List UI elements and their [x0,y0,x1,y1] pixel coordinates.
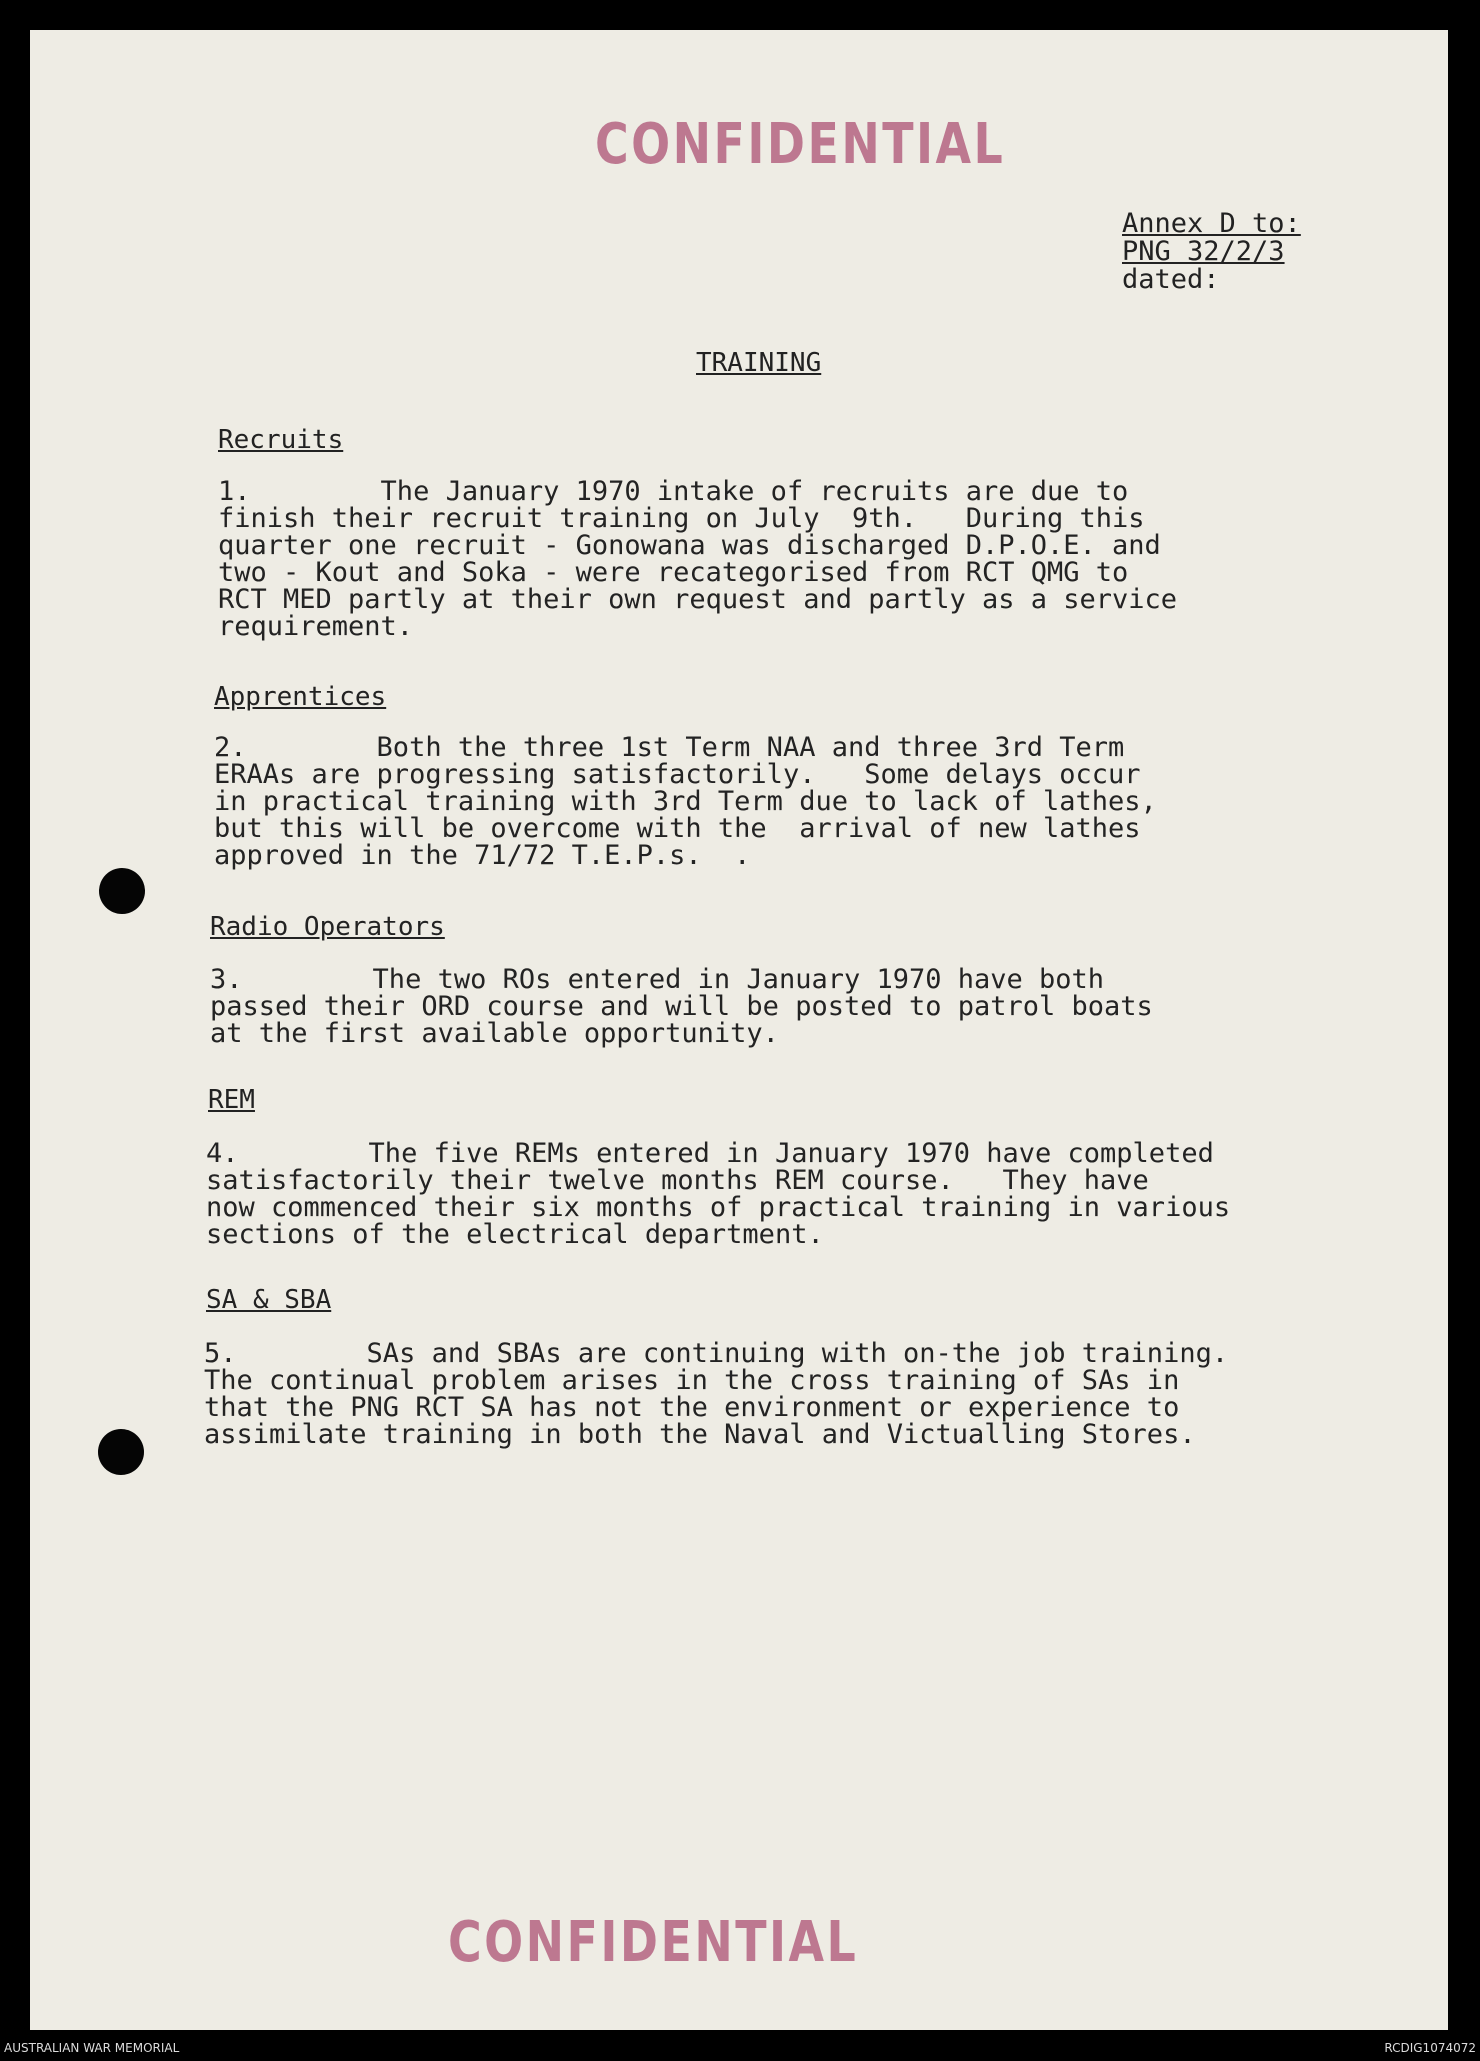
confidential-stamp-bottom: CONFIDENTIAL [448,1910,859,1975]
section-heading-radio-operators: Radio Operators [210,912,445,942]
document-page [30,30,1448,2030]
footer-record-id: RCDIG1074072 [1384,2041,1476,2055]
punch-hole-lower [98,1429,144,1475]
document-title: TRAINING [696,348,822,378]
confidential-stamp-top: CONFIDENTIAL [595,112,1006,177]
paragraph-5: 5. SAs and SBAs are continuing with on-the job training. The continual problem arises in the cross training of SAs in that the PNG RCT SA has not the environment or experience to assimilate training in both the Naval and Victualling Stores. [204,1338,1229,1450]
annex-line-1: Annex D to: [1122,208,1301,239]
paragraph-3: 3. The two ROs entered in January 1970 have both passed their ORD course and will be posted to patrol boats at the first available opportunity. [210,964,1153,1049]
paragraph-1: 1. The January 1970 intake of recruits are due to finish their recruit training on July 9th. During this quarter one recruit - Gonowana was discharged D.P.O.E. and two - Kout and Soka - were recategorised from RCT QMG to RCT MED partly at their own request and partly as a service requirement. [218,476,1178,642]
annex-reference [1122,210,1301,294]
annex-line-3: dated: [1122,264,1220,295]
annex-line-2: PNG 32/2/3 [1122,236,1285,267]
section-heading-rem: REM [208,1085,255,1115]
paragraph-2: 2. Both the three 1st Term NAA and three 3rd Term ERAAs are progressing satisfactorily. Some delays occur in practical training with 3rd Term due to lack of lathes, but this will be overcome with the arrival of new lathes approved in the 71/72 T.E.P.s. . [214,732,1157,871]
paragraph-4: 4. The five REMs entered in January 1970 have completed satisfactorily their twelve months REM course. They have now commenced their six months of practical training in various sections of the electrical department. [206,1138,1231,1250]
section-heading-sa-sba: SA & SBA [206,1285,332,1315]
section-heading-recruits: Recruits [218,425,344,455]
footer-archive-name: AUSTRALIAN WAR MEMORIAL [4,2041,180,2055]
section-heading-apprentices: Apprentices [214,682,387,712]
punch-hole-upper [99,868,145,914]
